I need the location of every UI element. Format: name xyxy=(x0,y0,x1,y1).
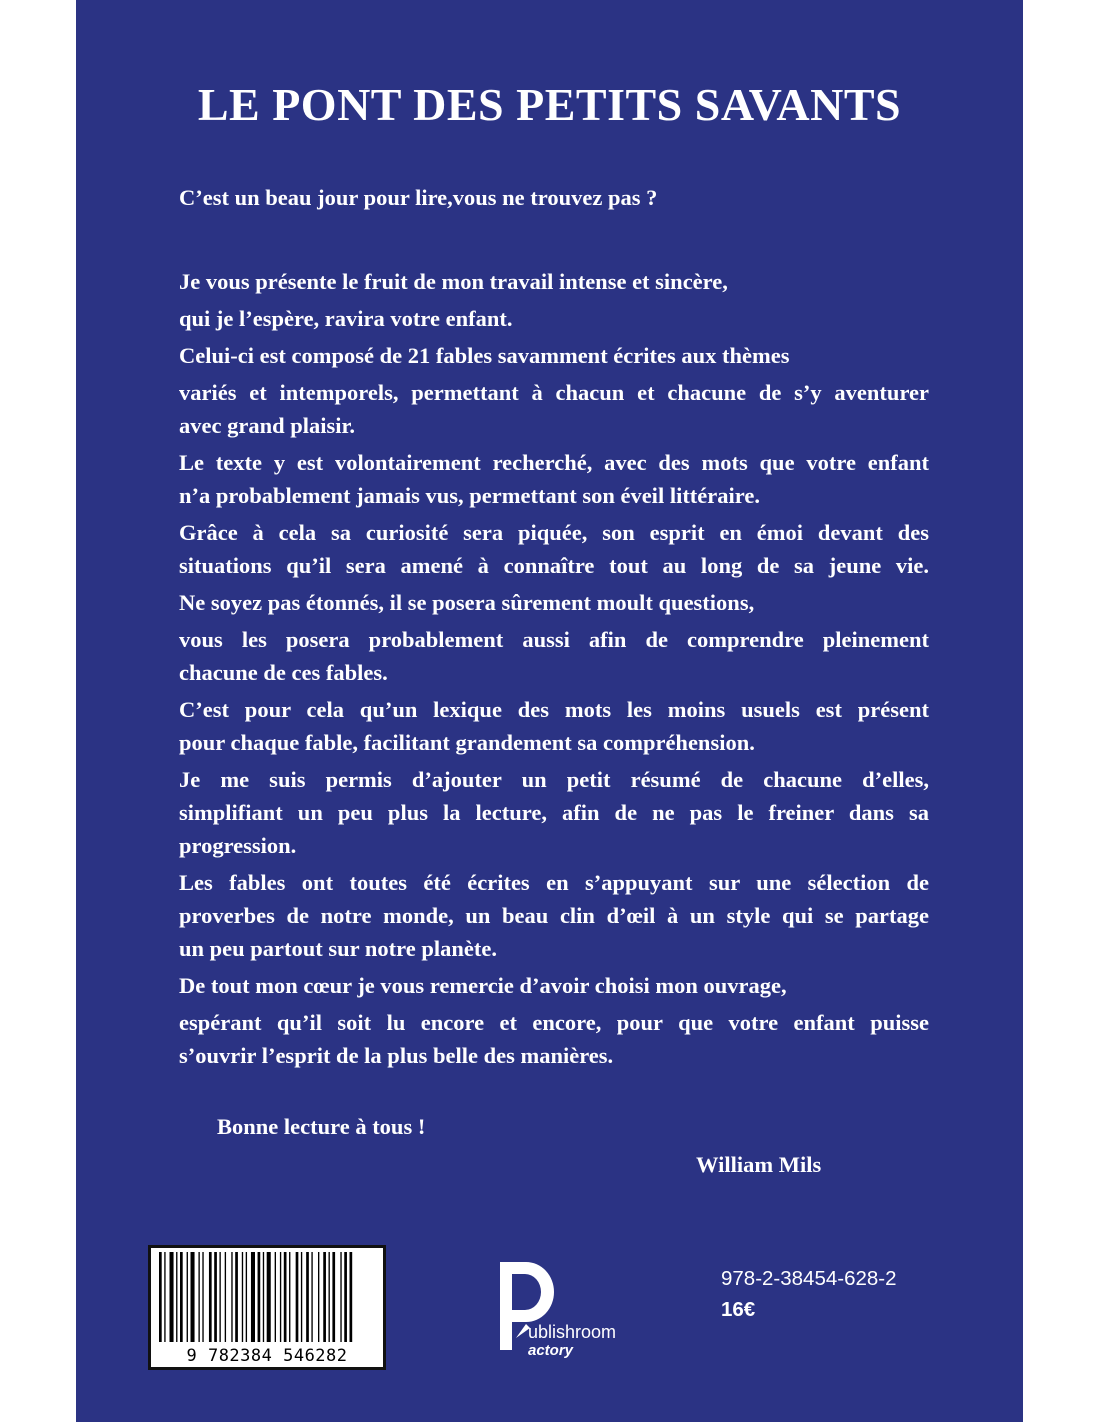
barcode-bar xyxy=(170,1252,174,1342)
barcode-bar xyxy=(180,1252,183,1342)
isbn-barcode xyxy=(148,1245,386,1370)
blurb-line: Le texte y est volontairement recherché, avec des mots que votre enfant xyxy=(179,450,929,475)
barcode-bar xyxy=(246,1252,247,1342)
barcode-digits: 9 782384 546282 xyxy=(186,1346,348,1366)
barcode-bar xyxy=(198,1252,199,1342)
blurb-line: vous les posera probablement aussi afin de comprendre pleinement xyxy=(179,627,929,652)
blurb-line: Ne soyez pas étonnés, il se posera sûrement moult questions, xyxy=(179,590,755,615)
blurb-line: n’a probablement jamais vus, permettant son éveil littéraire. xyxy=(179,483,760,508)
blurb-line: C’est pour cela qu’un lexique des mots les moins usuels est présent xyxy=(179,697,929,722)
barcode-bar xyxy=(332,1252,335,1342)
barcode-bar xyxy=(159,1252,162,1342)
blurb-line: progression. xyxy=(179,833,297,858)
barcode-bar xyxy=(164,1252,165,1342)
blurb-line: un peu partout sur notre planète. xyxy=(179,936,497,961)
barcode-bar xyxy=(318,1252,319,1342)
blurb-line: s’ouvrir l’esprit de la plus belle des manières. xyxy=(179,1043,614,1068)
barcode-bar xyxy=(258,1252,261,1342)
price: 16€ xyxy=(721,1298,756,1321)
barcode-bar xyxy=(323,1252,326,1342)
blurb-line: pour chaque fable, facilitant grandement sa compréhension. xyxy=(179,730,755,755)
barcode-bar xyxy=(209,1252,212,1342)
barcode-bar xyxy=(263,1252,264,1342)
barcode-bar xyxy=(202,1252,203,1342)
blurb-line: De tout mon cœur je vous remercie d’avoir choisi mon ouvrage, xyxy=(179,973,787,998)
blurb-line: Celui-ci est composé de 21 fables savamment écrites aux thèmes xyxy=(179,343,790,368)
barcode-bar xyxy=(191,1252,195,1342)
blurb-line: Je me suis permis d’ajouter un petit résumé de chacune d’elles, xyxy=(179,767,929,792)
barcode-bar xyxy=(214,1252,217,1342)
blurb-line: proverbes de notre monde, un beau clin d’œil à un style qui se partage xyxy=(179,903,929,928)
barcode-bar xyxy=(329,1252,330,1342)
blurb-line: avec grand plaisir. xyxy=(179,413,356,438)
publisher-subname: actory xyxy=(528,1342,574,1359)
blurb-line: situations qu’il sera amené à connaître tout au long de sa jeune vie. xyxy=(179,553,929,578)
barcode-bar xyxy=(350,1252,353,1342)
barcode-bar xyxy=(344,1252,347,1342)
barcode-bar xyxy=(306,1252,309,1342)
barcode-bar xyxy=(275,1252,276,1342)
publisher-name: ublishroom xyxy=(528,1322,617,1342)
barcode-bar xyxy=(340,1252,341,1342)
barcode-bar xyxy=(280,1252,281,1342)
book-back-cover xyxy=(76,0,1023,1422)
barcode-bar xyxy=(301,1252,302,1342)
barcode-bar xyxy=(289,1252,290,1342)
barcode-bar xyxy=(311,1252,312,1342)
barcode-bar xyxy=(251,1252,255,1342)
blurb-line: Les fables ont toutes été écrites en s’appuyant sur une sélection de xyxy=(179,870,929,895)
closing-line: Bonne lecture à tous ! xyxy=(217,1114,426,1139)
barcode-bar xyxy=(296,1252,299,1342)
blurb-line: variés et intemporels, permettant à chacun et chacune de s’y aventurer xyxy=(179,380,929,405)
barcode-bar xyxy=(284,1252,287,1342)
blurb-line: espérant qu’il soit lu encore et encore, pour que votre enfant puisse xyxy=(179,1010,929,1035)
barcode-bar xyxy=(231,1252,232,1342)
barcode-bar xyxy=(225,1252,226,1342)
barcode-bar xyxy=(176,1252,177,1342)
barcode-bar xyxy=(187,1252,188,1342)
publisher-logo xyxy=(500,1254,670,1364)
blurb-line: Grâce à cela sa curiosité sera piquée, son esprit en émoi devant des xyxy=(179,520,929,545)
barcode-bar xyxy=(219,1252,220,1342)
blurb-line: Je vous présente le fruit de mon travail intense et sincère, xyxy=(179,269,728,294)
blurb-line: simplifiant un peu plus la lecture, afin de ne pas le freiner dans sa xyxy=(179,800,929,825)
barcode-bar xyxy=(235,1252,238,1342)
barcode-bar xyxy=(242,1252,243,1342)
book-title: LE PONT DES PETITS SAVANTS xyxy=(197,79,902,130)
blurb-line: chacune de ces fables. xyxy=(179,660,388,685)
barcode-bar xyxy=(267,1252,271,1342)
isbn-number: 978-2-38454-628-2 xyxy=(721,1267,897,1290)
intro-line: C’est un beau jour pour lire,vous ne trouvez pas ? xyxy=(179,185,658,210)
author-name: William Mils xyxy=(696,1152,822,1177)
blurb-line: qui je l’espère, ravira votre enfant. xyxy=(179,306,513,331)
